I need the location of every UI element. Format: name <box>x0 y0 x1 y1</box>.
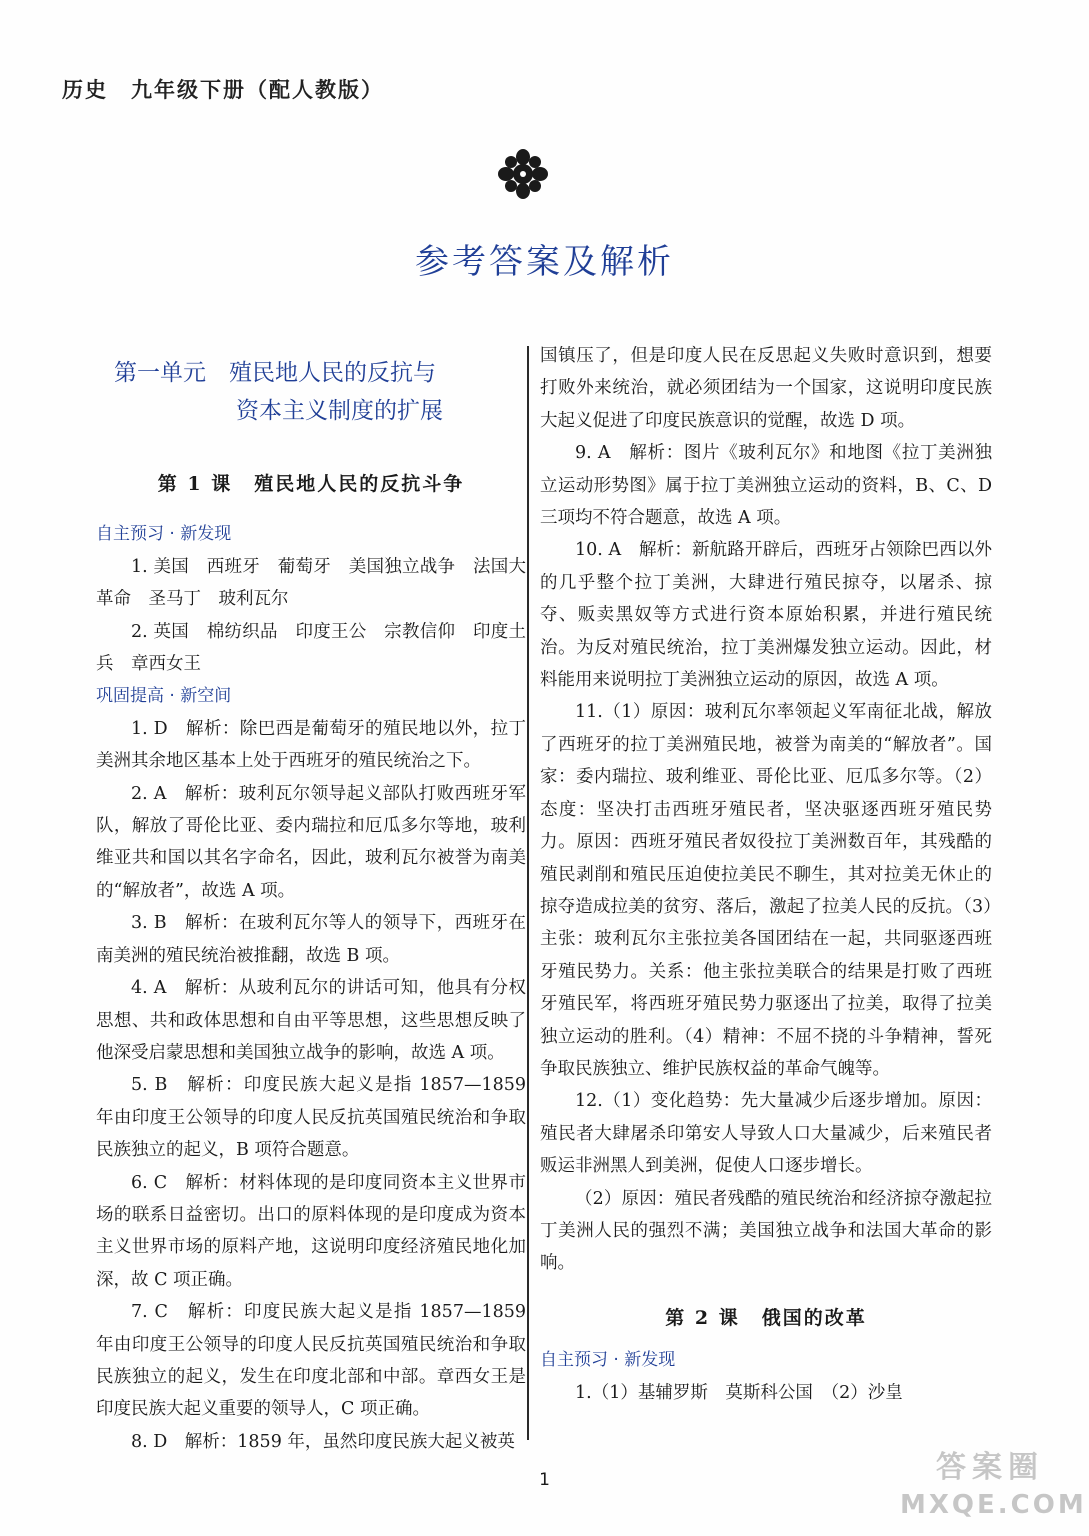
column-divider <box>527 346 529 1440</box>
watermark-bottom-text: MXQE.COM <box>900 1490 1087 1520</box>
lesson-1-title <box>96 468 526 500</box>
answer-paragraph: 7. C 解析：印度民族大起义是指 1857—1859 年由印度王公领导的印度人民反抗英国殖民统治和争取民族独立的起义，发生在印度北部和中部。章西女王是印度民族大起义重要的领导人，C 项正确。 <box>96 1302 526 1420</box>
right-column <box>540 340 992 1409</box>
page-title: 参考答案及解析 <box>415 242 674 282</box>
answer-paragraph: 2. A 解析：玻利瓦尔领导起义部队打败西班牙军队，解放了哥伦比亚、委内瑞拉和厄瓜多尔等地，玻利维亚共和国以其名字命名，因此，玻利瓦尔被誉为南美的“解放者”，故选 A 项。 <box>96 783 526 901</box>
flower-ornament-icon <box>497 148 549 200</box>
answer-paragraph: 1. D 解析：除巴西是葡萄牙的殖民地以外，拉丁美洲其余地区基本上处于西班牙的殖民统治之下。 <box>96 718 526 772</box>
lesson-1-number: 第 1 课 <box>157 473 233 495</box>
answer-paragraph: 6. C 解析：材料体现的是印度同资本主义世界市场的联系日益密切。出口的原料体现的是印度成为资本主义世界市场的原料产地，这说明印度经济殖民地化加深，故 C 项正确。 <box>96 1172 526 1290</box>
lesson-2-title <box>540 1302 992 1334</box>
answer-paragraph: 9. A 解析：图片《玻利瓦尔》和地图《拉丁美洲独立运动形势图》属于拉丁美洲独立运动的资料，B、C、D 三项均不符合题意，故选 A 项。 <box>540 443 992 529</box>
answer-paragraph: 12.（1）变化趋势：先大量减少后逐步增加。原因：殖民者大肆屠杀印第安人导致人口大量减少，后来殖民者贩运非洲黑人到美洲，促使人口逐步增长。 <box>540 1091 992 1177</box>
watermark-logo <box>900 1448 1087 1530</box>
unit-title-line1: 第一单元 殖民地人民的反抗与 <box>114 360 436 386</box>
answer-paragraph: 11.（1）原因：玻利瓦尔率领起义军南征北战，解放了西班牙的拉丁美洲殖民地，被誉为南美的“解放者”。国家：委内瑞拉、玻利维亚、哥伦比亚、厄瓜多尔等。（2）态度：坚决打击西班牙殖民者，坚决驱逐西班牙殖民势力。原因：西班牙殖民者奴役拉丁美洲数百年，其残酷的殖民剥削和殖民压迫使拉美民不聊生，其对拉美无休止的掠夺造成拉美的贫穷、落后，激起了拉美人民的反抗。（3）主张：玻利瓦尔主张拉美各国团结在一起，共同驱逐西班牙殖民势力。关系：他主张拉美联合的结果是打败了西班牙殖民军，将西班牙殖民势力驱逐出了拉美，取得了拉美独立运动的胜利。（4）精神：不屈不挠的斗争精神，誓死争取民族独立、维护民族权益的革命气魄等。 <box>540 702 992 1079</box>
lesson-2-name: 俄国的改革 <box>761 1306 867 1329</box>
answer-paragraph-continued: 国镇压了，但是印度人民在反思起义失败时意识到，想要打败外来统治，就必须团结为一个国家，这说明印度民族大起义促进了印度民族意识的觉醒，故选 D 项。 <box>540 346 992 431</box>
answer-paragraph: 5. B 解析：印度民族大起义是指 1857—1859 年由印度王公领导的印度人民反抗英国殖民统治和争取民族独立的起义，B 项符合题意。 <box>96 1075 526 1161</box>
page-number: 1 <box>539 1470 550 1490</box>
unit-title-line2: 资本主义制度的扩展 <box>236 398 443 424</box>
lesson-1-name: 殖民地人民的反抗斗争 <box>254 473 465 495</box>
answer-paragraph: 1.（1）基辅罗斯 莫斯科公国 （2）沙皇 <box>575 1382 903 1403</box>
answer-paragraph: 2. 英国 棉纺织品 印度王公 宗教信仰 印度土兵 章西女王 <box>96 621 526 675</box>
answer-paragraph: 3. B 解析：在玻利瓦尔等人的领导下，西班牙在南美洲的殖民统治被推翻，故选 B 项。 <box>96 913 526 966</box>
unit-title <box>114 354 526 430</box>
running-header: 历史 九年级下册（配人教版） <box>62 77 384 102</box>
answer-paragraph: 4. A 解析：从玻利瓦尔的讲话可知，他具有分权思想、共和政体思想和自由平等思想，这些思想反映了他深受启蒙思想和美国独立战争的影响，故选 A 项。 <box>96 978 526 1063</box>
section-heading-preview: 自主预习 · 新发现 <box>96 524 232 545</box>
watermark-top-text: 答案圈 <box>936 1450 1044 1485</box>
left-column <box>96 340 526 1458</box>
section-heading-preview-2: 自主预习 · 新发现 <box>540 1350 676 1371</box>
answer-paragraph: 8. D 解析：1859 年，虽然印度民族大起义被英 <box>131 1431 515 1452</box>
lesson-2-number: 第 2 课 <box>665 1306 740 1329</box>
section-heading-consolidate: 巩固提高 · 新空间 <box>96 686 232 707</box>
answer-paragraph: 10. A 解析：新航路开辟后，西班牙占领除巴西以外的几乎整个拉丁美洲，大肆进行殖民掠夺，以屠杀、掠夺、贩卖黑奴等方式进行资本原始积累，并进行殖民统治。为反对殖民统治，拉丁美洲爆发独立运动。因此，材料能用来说明拉丁美洲独立运动的原因，故选 A 项。 <box>540 540 992 691</box>
answer-paragraph: 1. 美国 西班牙 葡萄牙 美国独立战争 法国大革命 圣马丁 玻利瓦尔 <box>96 556 526 610</box>
answer-paragraph: （2）原因：殖民者残酷的殖民统治和经济掠夺激起拉丁美洲人民的强烈不满；美国独立战争和法国大革命的影响。 <box>540 1188 992 1274</box>
